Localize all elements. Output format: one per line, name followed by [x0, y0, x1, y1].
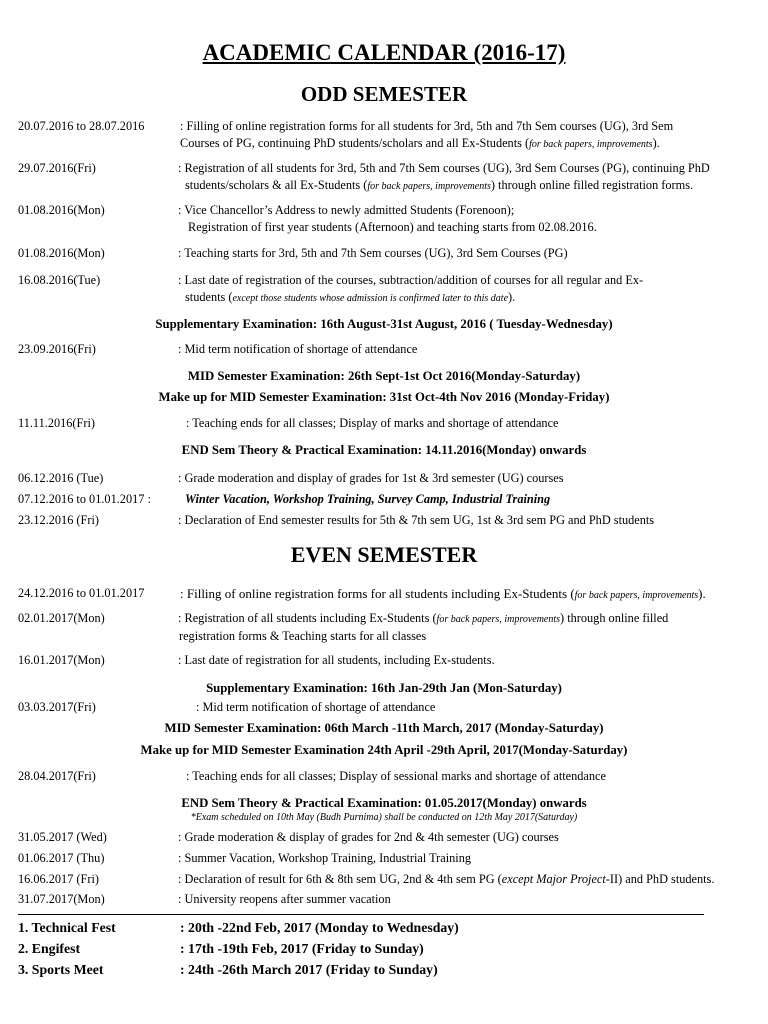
odd-makeup-exam: Make up for MID Semester Examination: 31st Oct-4th Nov 2016 (Monday-Friday) [158, 390, 610, 404]
entry-date: 16.06.2017 (Fri) [18, 872, 99, 886]
entry-date: 23.12.2016 (Fri) [18, 513, 99, 527]
entry-text: : Teaching ends for all classes; Display of sessional marks and shortage of attendance [186, 769, 606, 783]
entry-date: 01.08.2016(Mon) [18, 203, 105, 217]
odd-supplementary-exam: Supplementary Examination: 16th August-31st August, 2016 ( Tuesday-Wednesday) [155, 317, 613, 331]
even-makeup-exam: Make up for MID Semester Examination 24th April -29th April, 2017(Monday-Saturday) [140, 743, 628, 757]
entry-note: for back papers, improvements [529, 139, 653, 150]
odd-mid-sem-exam: MID Semester Examination: 26th Sept-1st Oct 2016(Monday-Saturday) [187, 369, 581, 383]
event-dates: : 24th -26th March 2017 (Friday to Sunday) [180, 962, 438, 977]
entry-note: except those students whose admission is confirmed later to this date [232, 293, 509, 304]
event-name: 2. Engifest [18, 941, 81, 956]
entry-text-2: Courses of PG, continuing PhD students/scholars and all Ex-Students ( [180, 136, 530, 150]
entry-date: 31.05.2017 (Wed) [18, 830, 107, 844]
even-semester-heading: EVEN SEMESTER [290, 542, 478, 567]
entry-text: : Filling of online registration forms for all students including Ex-Students ( [180, 586, 575, 601]
entry-note: for back papers, improvements [574, 590, 699, 601]
entry-text: : Registration of all students including Ex-Students ( [178, 611, 437, 625]
entry-text-3: ) through online filled [560, 611, 669, 625]
event-dates: : 20th -22nd Feb, 2017 (Monday to Wednesday) [180, 920, 459, 935]
event-dates: : 17th -19th Feb, 2017 (Friday to Sunday) [180, 941, 424, 956]
even-supplementary-exam: Supplementary Examination: 16th Jan-29th Jan (Mon-Saturday) [206, 681, 562, 695]
entry-text-3: ). [508, 290, 516, 304]
event-name: 1. Technical Fest [18, 920, 116, 935]
entry-text: : Teaching starts for 3rd, 5th and 7th Sem courses (UG), 3rd Sem Courses (PG) [178, 246, 568, 260]
entry-note: for back papers, improvements [436, 614, 561, 625]
entry-text: : Filling of online registration forms for all students for 3rd, 5th and 7th Sem courses (UG), 3rd Sem [180, 119, 674, 133]
entry-text: : University reopens after summer vacation [178, 892, 391, 906]
entry-text: : Mid term notification of shortage of attendance [196, 700, 436, 714]
entry-text: : Last date of registration for all students, including Ex-students. [178, 653, 495, 667]
entry-text: : Last date of registration of the courses, subtraction/addition of courses for all regular and Ex- [178, 273, 644, 287]
entry-date: 07.12.2016 to 01.01.2017 : [18, 492, 151, 506]
entry-text-3: -II) and PhD students. [605, 872, 715, 886]
entry-text: : Grade moderation and display of grades for 1st & 3rd semester (UG) courses [178, 471, 564, 485]
entry-text: : Registration of all students for 3rd, 5th and 7th Sem courses (UG), 3rd Sem Courses (PG), continuing PhD [178, 161, 710, 175]
entry-text-3: ). [652, 136, 660, 150]
entry-text-3: ) through online filled registration forms. [490, 178, 694, 192]
entry-date: 01.08.2016(Mon) [18, 246, 105, 260]
even-end-sem-exam: END Sem Theory & Practical Examination: 01.05.2017(Monday) onwards [181, 796, 587, 810]
even-mid-sem-exam: MID Semester Examination: 06th March -11th March, 2017 (Monday-Saturday) [164, 721, 604, 735]
page-title: ACADEMIC CALENDAR (2016-17) [202, 40, 566, 65]
entry-date: 06.12.2016 (Tue) [18, 471, 104, 485]
odd-semester-heading: ODD SEMESTER [300, 82, 468, 106]
entry-text: : Mid term notification of shortage of attendance [178, 342, 418, 356]
exam-reschedule-note: *Exam scheduled on 10th May (Budh Purnima) shall be conducted on 12th May 2017(Saturday) [190, 812, 578, 823]
entry-text-2: registration forms & Teaching starts for all classes [179, 629, 427, 643]
entry-text: : Declaration of result for 6th & 8th sem UG, 2nd & 4th sem PG ( [178, 872, 502, 886]
odd-end-sem-exam: END Sem Theory & Practical Examination: 14.11.2016(Monday) onwards [181, 443, 587, 457]
entry-text: Winter Vacation, Workshop Training, Survey Camp, Industrial Training [185, 492, 551, 506]
entry-date: 24.12.2016 to 01.01.2017 [18, 586, 145, 600]
entry-note: except Major Project [501, 872, 606, 886]
entry-text-2: Registration of first year students (Afternoon) and teaching starts from 02.08.2016. [188, 220, 597, 234]
entry-date: 03.03.2017(Fri) [18, 700, 96, 714]
entry-date: 01.06.2017 (Thu) [18, 851, 105, 865]
entry-date: 02.01.2017(Mon) [18, 611, 105, 625]
divider [18, 914, 704, 915]
entry-text-2: students/scholars & all Ex-Students ( [185, 178, 368, 192]
entry-text-2: students ( [185, 290, 233, 304]
entry-text: : Summer Vacation, Workshop Training, Industrial Training [178, 851, 472, 865]
entry-text-3: ). [698, 586, 706, 601]
entry-date: 11.11.2016(Fri) [18, 416, 95, 430]
entry-date: 31.07.2017(Mon) [18, 892, 105, 906]
entry-text: : Declaration of End semester results for 5th & 7th sem UG, 1st & 3rd sem PG and PhD students [178, 513, 655, 527]
event-name: 3. Sports Meet [18, 962, 104, 977]
entry-date: 16.08.2016(Tue) [18, 273, 101, 287]
entry-text: : Grade moderation & display of grades for 2nd & 4th semester (UG) courses [178, 830, 559, 844]
entry-date: 29.07.2016(Fri) [18, 161, 96, 175]
entry-note: for back papers, improvements [367, 181, 491, 192]
entry-date: 16.01.2017(Mon) [18, 653, 105, 667]
entry-date: 23.09.2016(Fri) [18, 342, 96, 356]
entry-text: : Teaching ends for all classes; Display of marks and shortage of attendance [186, 416, 559, 430]
entry-text: : Vice Chancellor’s Address to newly admitted Students (Forenoon); [178, 203, 515, 217]
entry-date: 20.07.2016 to 28.07.2016 [18, 119, 145, 133]
entry-date: 28.04.2017(Fri) [18, 769, 96, 783]
